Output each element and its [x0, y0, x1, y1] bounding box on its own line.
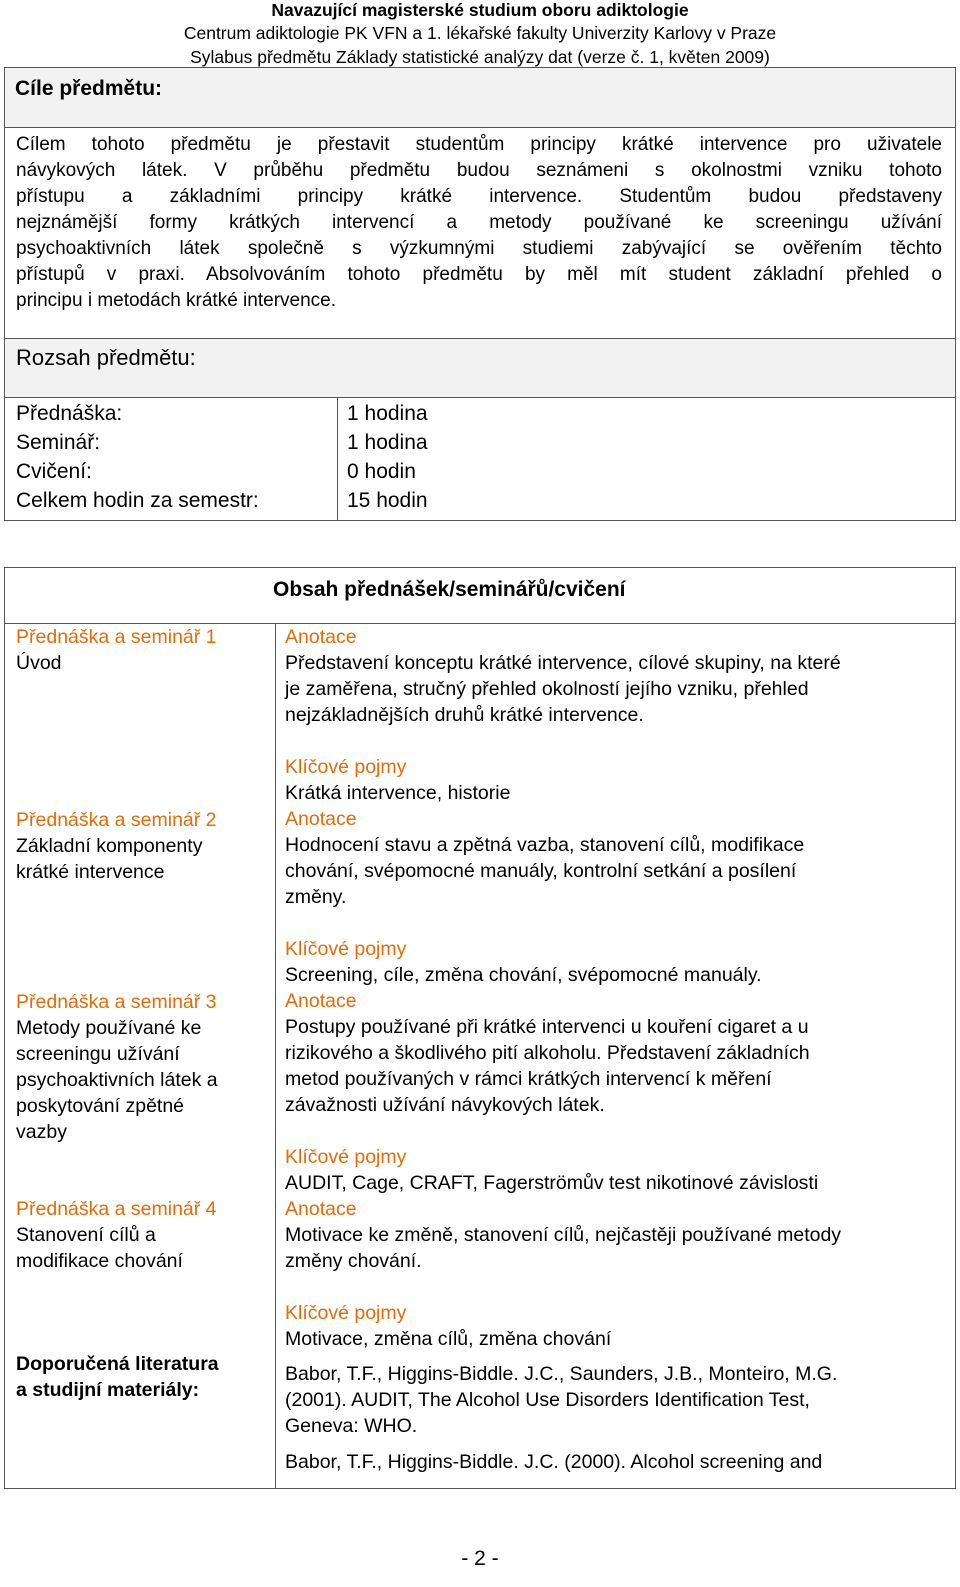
header-institution: Centrum adiktologie PK VFN a 1. lékařské fakulty Univerzity Karlovy v Praze [183, 23, 777, 43]
keywords: AUDIT, Cage, CRAFT, Fagerströmův test nikotinové závislosti [285, 1172, 819, 1194]
scope-value-seminar: 1 hodina [347, 431, 428, 454]
lecture-3-name: vazby [16, 1121, 67, 1143]
lecture-3-left [16, 989, 218, 1145]
annotation-line: Postupy používané při krátké intervenci u kouření cigaret a u [285, 1016, 809, 1038]
goals-line: přístupu a základními principy krátké intervence. Studentům budou představeny [16, 186, 942, 207]
lecture-4-name: modifikace chování [16, 1250, 183, 1272]
lecture-2-left [16, 807, 217, 885]
scope-value-lecture: 1 hodina [347, 402, 428, 425]
content-table [4, 623, 956, 1489]
literature-ref-line: Babor, T.F., Higgins-Biddle. J.C., Saunders, J.B., Monteiro, M.G. [285, 1363, 838, 1385]
scope-label-seminar: Seminář: [16, 431, 101, 454]
literature-ref-line: Geneva: WHO. [285, 1415, 418, 1437]
scope-label-exercise: Cvičení: [16, 460, 92, 483]
lecture-2-name: krátké intervence [16, 861, 165, 883]
scope-label-lecture: Přednáška: [16, 402, 123, 425]
annotation-line: rizikového a škodlivého pití alkoholu. Představení základních [285, 1042, 810, 1064]
annotation-line: Hodnocení stavu a zpětná vazba, stanovení cílů, modifikace [285, 834, 805, 856]
literature-label-line: Doporučená literatura [16, 1353, 219, 1375]
scope-table [4, 397, 956, 521]
literature-ref-line: Babor, T.F., Higgins-Biddle. J.C. (2000). Alcohol screening and [285, 1451, 823, 1473]
goals-text [16, 132, 942, 314]
keywords-label: Klíčové pojmy [285, 938, 407, 960]
scope-value-total: 15 hodin [347, 489, 428, 512]
annotation-line: závažnosti užívání návykových látek. [285, 1094, 605, 1116]
content-title: Obsah přednášek/seminářů/cvičení [273, 578, 626, 601]
annotation-line: nejzákladnějších druhů krátké intervence. [285, 704, 644, 726]
annotation-label: Anotace [285, 808, 357, 830]
lecture-3-name: screeningu užívání [16, 1043, 180, 1065]
literature-refs [285, 1361, 837, 1475]
goals-line: nejznámější formy krátkých intervencí a metody používané ke screeningu užívání [16, 212, 942, 233]
lecture-4-name: Stanovení cílů a [16, 1224, 156, 1246]
lecture-4-heading: Přednáška a seminář 4 [16, 1198, 217, 1220]
keywords: Krátká intervence, historie [285, 782, 511, 804]
lecture-3-name: poskytování zpětné [16, 1095, 185, 1117]
lecture-1-left [16, 624, 217, 676]
scope-title: Rozsah předmětu: [16, 345, 196, 370]
lecture-3-right [285, 988, 818, 1196]
annotation-line: změny chování. [285, 1250, 422, 1272]
goals-body-box [4, 127, 956, 339]
annotation-line: Představení konceptu krátké intervence, cílové skupiny, na které [285, 652, 841, 674]
goals-line: psychoaktivních látek společně s výzkumnými studiemi zabývající se ověřením těchto [16, 238, 942, 259]
lecture-2-right [285, 806, 804, 988]
annotation-line: je zaměřena, stručný přehled okolností jejího vzniku, přehled [285, 678, 809, 700]
goals-line: přístupů v praxi. Absolvováním tohoto předmětu by měl mít student základní přehled o [16, 264, 942, 285]
content-title-box [4, 567, 956, 624]
annotation-label: Anotace [285, 626, 357, 648]
literature-ref-line: (2001). AUDIT, The Alcohol Use Disorders Identification Test, [285, 1389, 810, 1411]
goals-title-box [4, 67, 956, 128]
annotation-label: Anotace [285, 1198, 357, 1220]
lecture-1-name: Úvod [16, 652, 62, 674]
goals-line: principu i metodách krátké intervence. [16, 290, 336, 311]
lecture-3-name: Metody používané ke [16, 1017, 202, 1039]
header-program: Navazující magisterské studium oboru adiktologie [271, 0, 689, 20]
keywords: Screening, cíle, změna chování, svépomocné manuály. [285, 964, 762, 986]
goals-line: Cílem tohoto předmětu je přestavit studentům principy krátké intervence pro uživatele [16, 134, 942, 155]
lecture-3-name: psychoaktivních látek a [16, 1069, 218, 1091]
scope-value-exercise: 0 hodin [347, 460, 416, 483]
scope-values [347, 399, 428, 515]
scope-labels [16, 399, 259, 515]
keywords-label: Klíčové pojmy [285, 1302, 407, 1324]
scope-title-box [4, 338, 956, 398]
keywords-label: Klíčové pojmy [285, 1146, 407, 1168]
lecture-2-heading: Přednáška a seminář 2 [16, 809, 217, 831]
annotation-line: metod používaných v rámci krátkých intervencí k měření [285, 1068, 772, 1090]
lecture-1-heading: Přednáška a seminář 1 [16, 626, 217, 648]
annotation-line: změny. [285, 886, 347, 908]
header-syllabus: Sylabus předmětu Základy statistické analýzy dat (verze č. 1, květen 2009) [190, 47, 770, 67]
goals-line: návykových látek. V průběhu předmětu budou seznámeni s okolnostmi vzniku tohoto [16, 160, 942, 181]
annotation-line: Motivace ke změně, stanovení cílů, nejčastěji používané metody [285, 1224, 842, 1246]
keywords: Motivace, změna cílů, změna chování [285, 1328, 612, 1350]
lecture-1-right [285, 624, 841, 806]
goals-title: Cíle předmětu: [15, 77, 163, 100]
lecture-2-name: Základní komponenty [16, 835, 203, 857]
annotation-label: Anotace [285, 990, 357, 1012]
lecture-4-right [285, 1196, 841, 1352]
literature-label-line: a studijní materiály: [16, 1379, 200, 1401]
literature-label [16, 1351, 219, 1403]
page-number: - 2 - [461, 1547, 499, 1570]
scope-label-total: Celkem hodin za semestr: [16, 489, 259, 512]
lecture-4-left [16, 1196, 217, 1274]
keywords-label: Klíčové pojmy [285, 756, 407, 778]
lecture-3-heading: Přednáška a seminář 3 [16, 991, 217, 1013]
annotation-line: chování, svépomocné manuály, kontrolní setkání a posílení [285, 860, 797, 882]
